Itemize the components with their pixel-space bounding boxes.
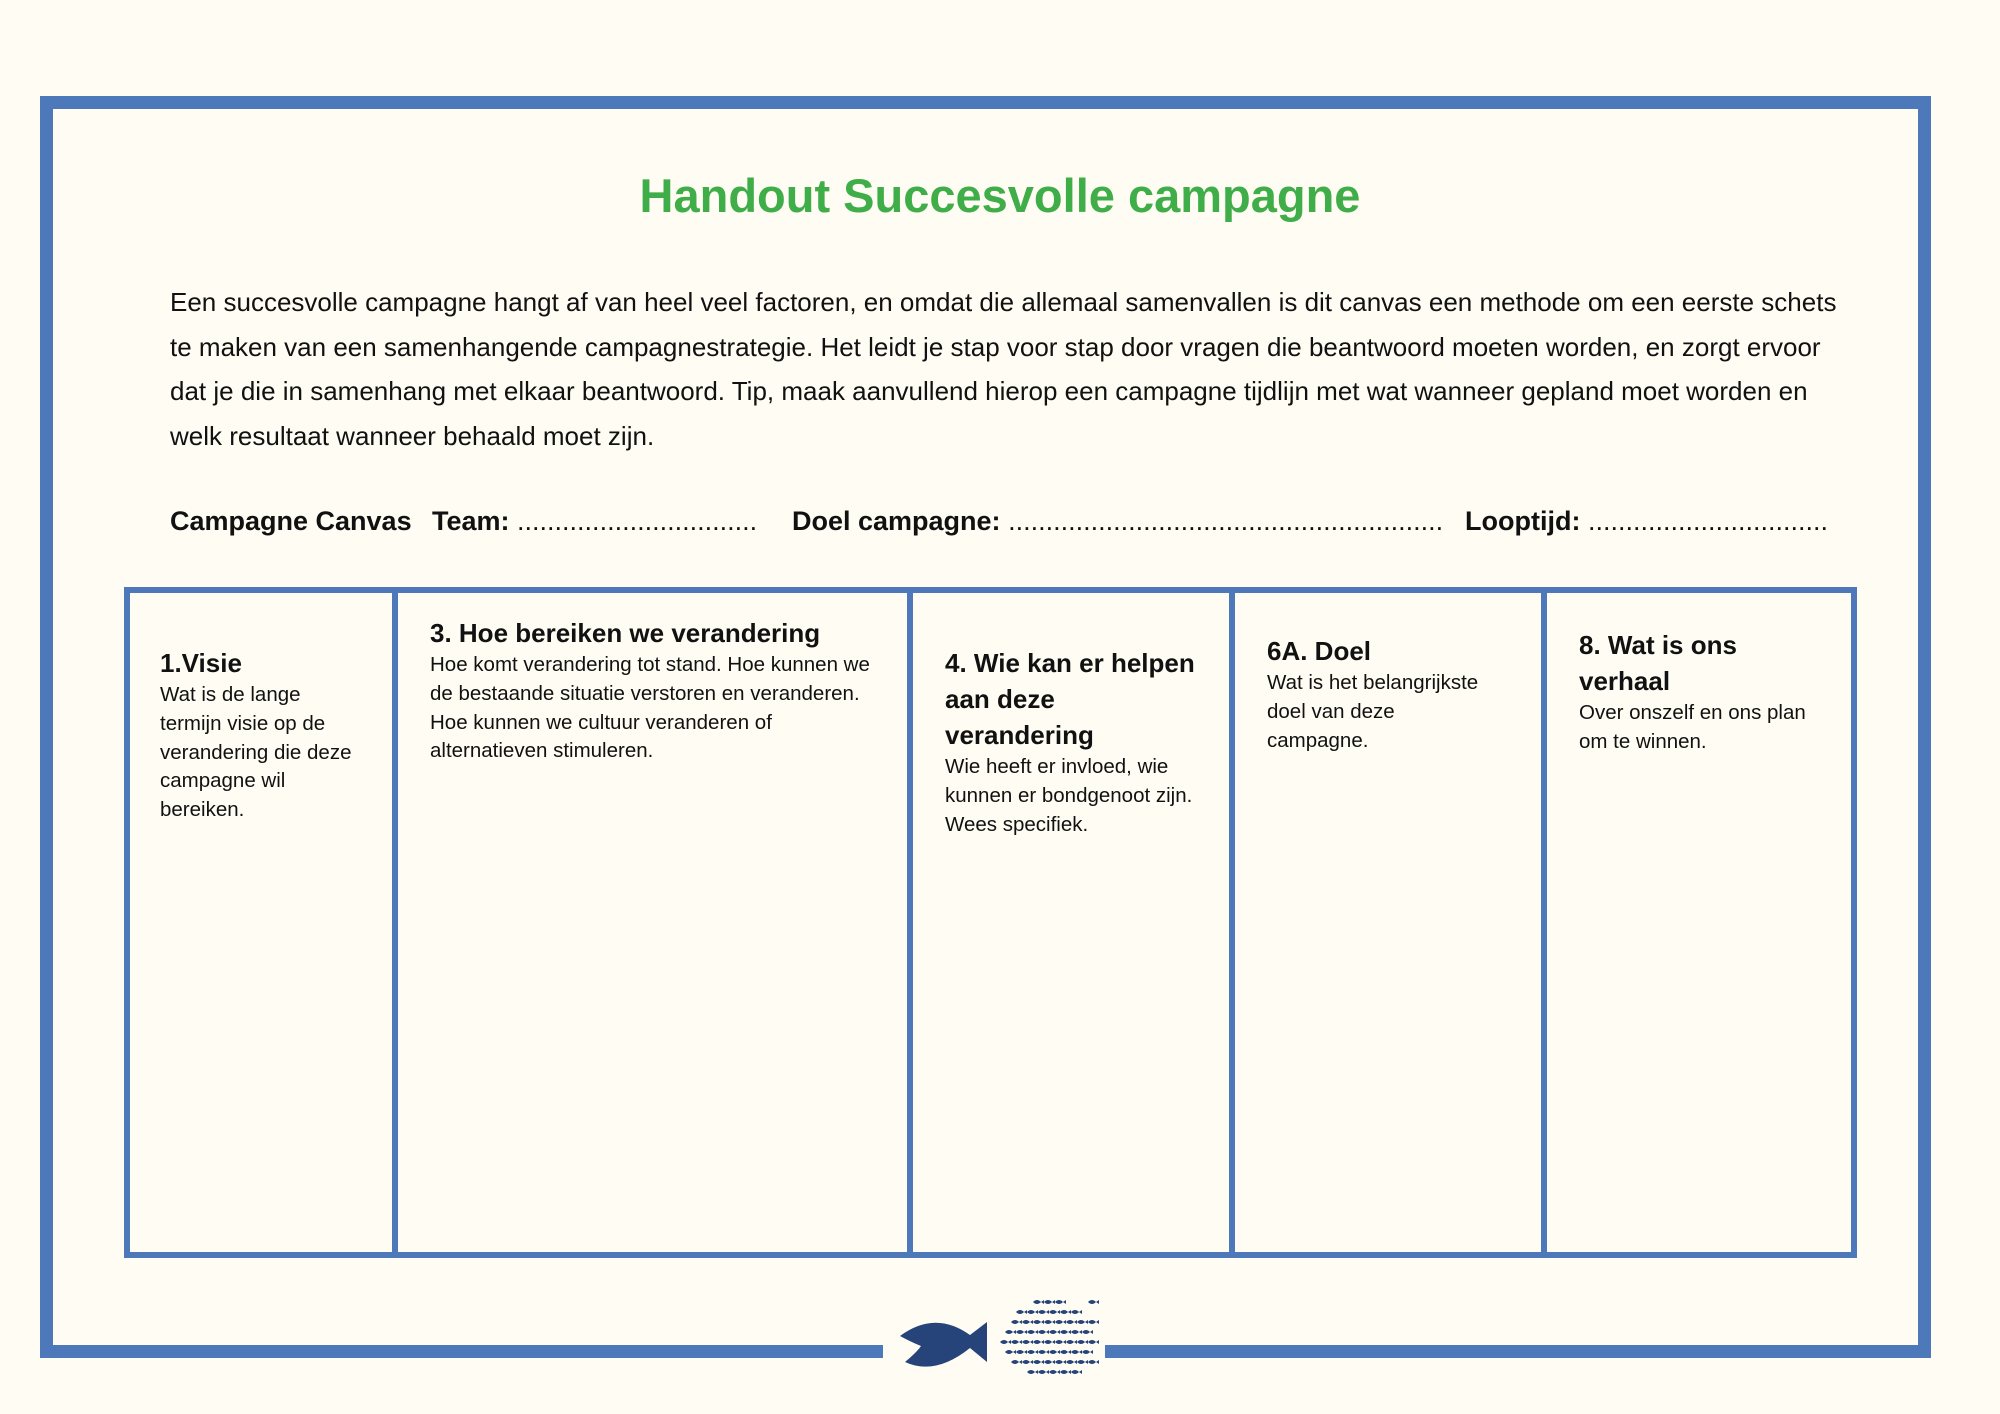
canvas-table [124, 587, 1857, 1258]
column-text: Wat is het belangrijkste doel van deze campagne. [1267, 671, 1479, 752]
small-fish-icon [1011, 1340, 1022, 1344]
column-title: 4. Wie kan er helpen aan deze verandering [945, 648, 1195, 750]
small-fish-icon [1082, 1330, 1093, 1334]
small-fish-icon [1055, 1300, 1066, 1304]
small-fish-icon [1066, 1360, 1077, 1364]
small-fish-icon [1088, 1340, 1099, 1344]
column-title: 6A. Doel [1267, 636, 1372, 666]
small-fish-icon [1000, 1340, 1011, 1344]
team-field: Team: ................................ [432, 506, 758, 536]
column-title: 3. Hoe bereiken we verandering [430, 618, 821, 648]
small-fish-icon [1038, 1370, 1049, 1374]
small-fish-icon [1049, 1350, 1060, 1354]
small-fish-icon [1011, 1320, 1022, 1324]
small-fish-icon [1027, 1350, 1038, 1354]
small-fish-icon [1005, 1350, 1016, 1354]
frame-right [1918, 96, 1931, 1358]
small-fish-icon [1016, 1330, 1027, 1334]
small-fish-icon [1022, 1360, 1033, 1364]
frame-left [40, 96, 53, 1358]
small-fish-icon [1082, 1350, 1093, 1354]
small-fish-icon [1027, 1370, 1038, 1374]
small-fish-icon [1060, 1310, 1071, 1314]
small-fish-icon [1022, 1340, 1033, 1344]
column-text: Over onszelf en ons plan om te winnen. [1579, 701, 1806, 753]
small-fish-icon [1060, 1330, 1071, 1334]
small-fish-icon [1071, 1310, 1082, 1314]
small-fish-icon [1044, 1340, 1055, 1344]
small-fish-icon [1077, 1320, 1088, 1324]
small-fish-icon [1044, 1300, 1055, 1304]
small-fish-icon [1055, 1320, 1066, 1324]
page-title: Handout Succesvolle campagne [639, 169, 1361, 222]
column-visie [130, 593, 392, 1252]
duration-field: Looptijd: ................................ [1465, 506, 1829, 536]
small-fish-icon [1033, 1340, 1044, 1344]
column-title: 8. Wat is ons verhaal [1579, 630, 1737, 696]
small-fish-icon [1088, 1360, 1099, 1364]
small-fish-icon [1088, 1320, 1099, 1324]
small-fish-icon [1077, 1340, 1088, 1344]
small-fish-icon [1022, 1320, 1033, 1324]
small-fish-icon [1049, 1330, 1060, 1334]
small-fish-icon [1066, 1340, 1077, 1344]
small-fish-icon [1044, 1320, 1055, 1324]
small-fish-icon [1033, 1320, 1044, 1324]
small-fish-icon [1055, 1360, 1066, 1364]
small-fish-icon [1055, 1340, 1066, 1344]
column-verhaal [1541, 593, 1851, 1252]
small-fish-icon [1016, 1310, 1027, 1314]
small-fish-icon [1038, 1310, 1049, 1314]
goal-field: Doel campagne: .......................................................... [792, 506, 1444, 536]
column-title: 1.Visie [160, 648, 242, 678]
small-fish-icon [1060, 1350, 1071, 1354]
small-fish-icon [1038, 1350, 1049, 1354]
frame-bottom-right [1105, 1345, 1931, 1358]
small-fish-icon [1027, 1310, 1038, 1314]
column-verandering [392, 593, 907, 1252]
small-fish-icon [1033, 1360, 1044, 1364]
small-fish-icon [1005, 1330, 1016, 1334]
small-fish-icon [1088, 1300, 1099, 1304]
small-fish-icon [1071, 1330, 1082, 1334]
column-helpers [907, 593, 1229, 1252]
frame-bottom-left [40, 1345, 883, 1358]
small-fish-icon [1027, 1330, 1038, 1334]
small-fish-icon [1038, 1330, 1049, 1334]
small-fish-icon [1049, 1310, 1060, 1314]
canvas-label: Campagne Canvas [170, 506, 412, 536]
small-fish-icon [1071, 1370, 1082, 1374]
column-doel [1229, 593, 1541, 1252]
small-fish-icon [1066, 1320, 1077, 1324]
small-fish-icon [1071, 1350, 1082, 1354]
small-fish-icon [1044, 1360, 1055, 1364]
intro-paragraph: Een succesvolle campagne hangt af van heel veel factoren, en omdat die allemaal samenvallen is dit canvas een methode om een eerste schets te maken van een samenhangende campagnestrategie. Het leidt je stap voor stap door vragen die beantwoord moeten worden, en zorgt ervoor dat je die in samenhang met elkaar beantwoord. Tip, maak aanvullend hierop een campagne tijdlijn met wat wanneer gepland moet worden en welk resultaat wanneer behaald moet zijn. [170, 287, 1837, 451]
column-text: Wie heeft er invloed, wie kunnen er bondgenoot zijn. Wees specifiek. [945, 755, 1193, 836]
frame-top [40, 96, 1930, 109]
column-text: Hoe komt verandering tot stand. Hoe kunnen we de bestaande situatie verstoren en veranderen. Hoe kunnen we cultuur veranderen of alternatieven stimuleren. [430, 653, 870, 763]
fish-logo-icon [895, 1290, 1105, 1390]
small-fish-icon [1016, 1350, 1027, 1354]
small-fish-icon [1060, 1370, 1071, 1374]
small-fish-icon [1011, 1360, 1022, 1364]
column-text: Wat is de lange termijn visie op de verandering die deze campagne wil bereiken. [160, 683, 352, 822]
small-fish-icon [1049, 1370, 1060, 1374]
small-fish-icon [1077, 1360, 1088, 1364]
small-fish-icon [1033, 1300, 1044, 1304]
